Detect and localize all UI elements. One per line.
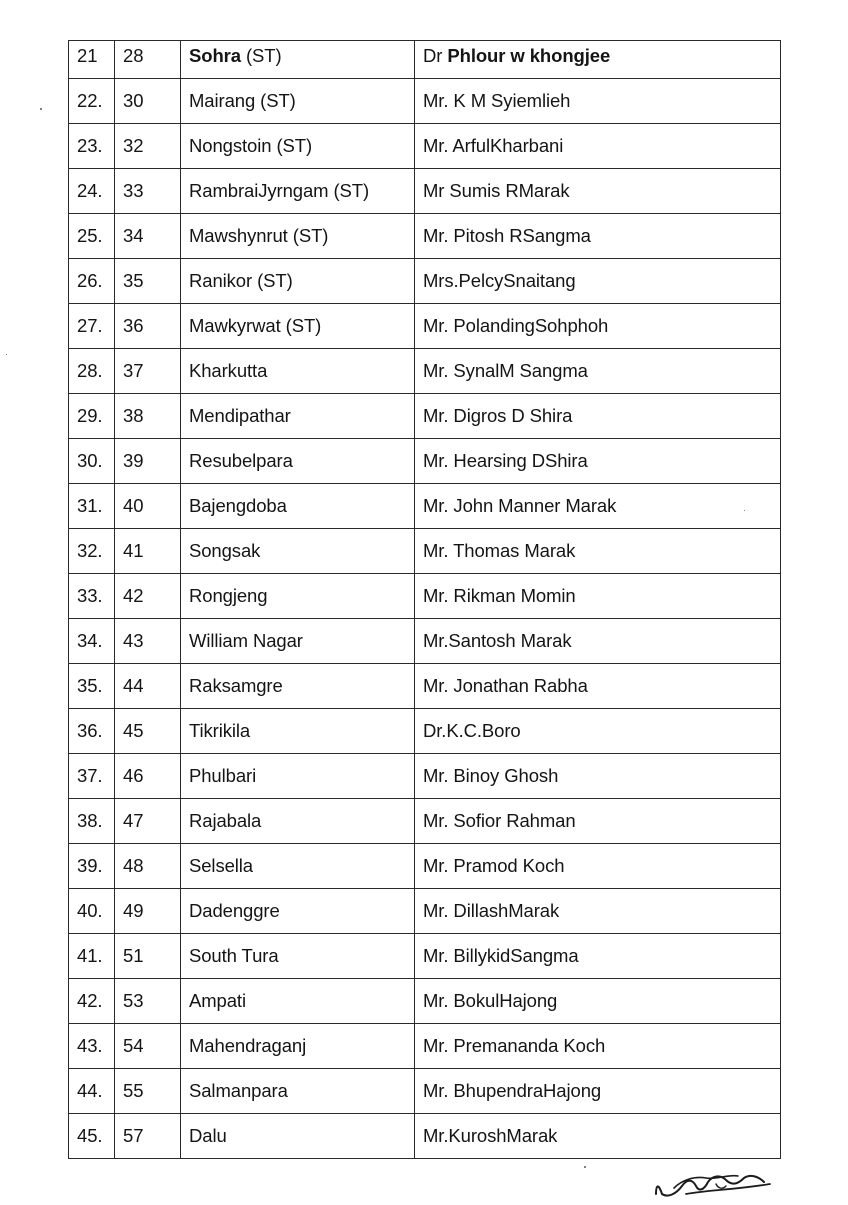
constituency-number-cell: 39 (115, 439, 181, 484)
constituency-cell: Phulbari (181, 754, 415, 799)
constituency-cell: Rongjeng (181, 574, 415, 619)
constituency-number-cell: 45 (115, 709, 181, 754)
candidate-cell: Mr. BokulHajong (415, 979, 781, 1024)
constituency-cell: William Nagar (181, 619, 415, 664)
serial-number-cell: 28. (69, 349, 115, 394)
candidate-cell: Mr. K M Syiemlieh (415, 79, 781, 124)
table-row (69, 1024, 781, 1069)
candidate-cell: Mr. ArfulKharbani (415, 124, 781, 169)
serial-number-cell: 40. (69, 889, 115, 934)
candidate-cell (415, 41, 781, 79)
candidate-cell: Mr. Sofior Rahman (415, 799, 781, 844)
constituency-cell: Ranikor (ST) (181, 259, 415, 304)
serial-number-cell: 36. (69, 709, 115, 754)
candidate-cell: Mr. Rikman Momin (415, 574, 781, 619)
serial-number-cell: 41. (69, 934, 115, 979)
constituency-cell: Selsella (181, 844, 415, 889)
constituency-number-cell: 49 (115, 889, 181, 934)
constituency-cell: Rajabala (181, 799, 415, 844)
serial-number-cell: 44. (69, 1069, 115, 1114)
table-row (69, 934, 781, 979)
table-row (69, 349, 781, 394)
constituency-number-cell: 43 (115, 619, 181, 664)
constituency-cell: Bajengdoba (181, 484, 415, 529)
table-row (69, 529, 781, 574)
serial-number-cell: 31. (69, 484, 115, 529)
candidate-cell: Mr. SynalM Sangma (415, 349, 781, 394)
scan-speck (6, 354, 7, 355)
candidate-name: Phlour w khongjee (447, 45, 611, 66)
constituency-cell: Ampati (181, 979, 415, 1024)
constituency-number-cell: 38 (115, 394, 181, 439)
serial-number-cell: 45. (69, 1114, 115, 1159)
constituency-cell: RambraiJyrngam (ST) (181, 169, 415, 214)
table-row (69, 844, 781, 889)
candidate-cell: Mr.Santosh Marak (415, 619, 781, 664)
constituency-cell: Tikrikila (181, 709, 415, 754)
table-row (69, 214, 781, 259)
constituency-number-cell: 32 (115, 124, 181, 169)
serial-number-cell: 21 (69, 41, 115, 79)
serial-number-cell: 23. (69, 124, 115, 169)
constituency-number-cell: 28 (115, 41, 181, 79)
serial-number-cell: 27. (69, 304, 115, 349)
candidate-cell: Mr. Thomas Marak (415, 529, 781, 574)
table-row (69, 709, 781, 754)
table-row (69, 124, 781, 169)
scan-speck (40, 108, 42, 110)
table-row (69, 1114, 781, 1159)
constituency-cell: Dalu (181, 1114, 415, 1159)
constituency-number-cell: 54 (115, 1024, 181, 1069)
candidate-cell: Mrs.PelcySnaitang (415, 259, 781, 304)
constituency-cell: Nongstoin (ST) (181, 124, 415, 169)
constituency-cell: Salmanpara (181, 1069, 415, 1114)
table-row (69, 41, 781, 79)
candidate-cell: Mr. Pramod Koch (415, 844, 781, 889)
table-row (69, 484, 781, 529)
constituency-cell: Mawshynrut (ST) (181, 214, 415, 259)
constituency-cell: Mendipathar (181, 394, 415, 439)
serial-number-cell: 22. (69, 79, 115, 124)
candidate-cell: Mr. PolandingSohphoh (415, 304, 781, 349)
table-row (69, 619, 781, 664)
constituency-number-cell: 47 (115, 799, 181, 844)
serial-number-cell: 42. (69, 979, 115, 1024)
handwritten-signature-icon (646, 1164, 776, 1200)
candidate-list-sheet (68, 40, 780, 1159)
table-row (69, 664, 781, 709)
serial-number-cell: 26. (69, 259, 115, 304)
constituency-number-cell: 36 (115, 304, 181, 349)
candidate-cell: Mr. Pitosh RSangma (415, 214, 781, 259)
constituency-suffix: (ST) (240, 45, 282, 66)
serial-number-cell: 30. (69, 439, 115, 484)
constituency-name: Sohra (189, 45, 241, 66)
serial-number-cell: 38. (69, 799, 115, 844)
serial-number-cell: 34. (69, 619, 115, 664)
table-row (69, 1069, 781, 1114)
constituency-cell: Mairang (ST) (181, 79, 415, 124)
constituency-number-cell: 51 (115, 934, 181, 979)
table-row (69, 394, 781, 439)
constituency-number-cell: 44 (115, 664, 181, 709)
serial-number-cell: 37. (69, 754, 115, 799)
serial-number-cell: 24. (69, 169, 115, 214)
candidate-cell: Dr.K.C.Boro (415, 709, 781, 754)
constituency-number-cell: 30 (115, 79, 181, 124)
table-row (69, 259, 781, 304)
scan-speck (584, 1166, 586, 1168)
constituency-cell: Mahendraganj (181, 1024, 415, 1069)
constituency-number-cell: 37 (115, 349, 181, 394)
candidate-cell: Mr. Binoy Ghosh (415, 754, 781, 799)
constituency-number-cell: 34 (115, 214, 181, 259)
table-row (69, 304, 781, 349)
constituency-number-cell: 55 (115, 1069, 181, 1114)
table-row (69, 889, 781, 934)
serial-number-cell: 33. (69, 574, 115, 619)
constituency-cell: Mawkyrwat (ST) (181, 304, 415, 349)
constituency-cell: Dadenggre (181, 889, 415, 934)
candidate-prefix: Dr (423, 45, 448, 66)
constituency-number-cell: 53 (115, 979, 181, 1024)
constituency-cell: South Tura (181, 934, 415, 979)
serial-number-cell: 35. (69, 664, 115, 709)
constituency-number-cell: 42 (115, 574, 181, 619)
table-row (69, 439, 781, 484)
serial-number-cell: 25. (69, 214, 115, 259)
candidate-cell: Mr. BillykidSangma (415, 934, 781, 979)
constituency-cell (181, 41, 415, 79)
constituency-number-cell: 33 (115, 169, 181, 214)
constituency-number-cell: 57 (115, 1114, 181, 1159)
table-row (69, 799, 781, 844)
constituency-number-cell: 35 (115, 259, 181, 304)
constituency-number-cell: 41 (115, 529, 181, 574)
constituency-number-cell: 48 (115, 844, 181, 889)
table-row (69, 79, 781, 124)
constituency-number-cell: 46 (115, 754, 181, 799)
candidate-cell: Mr. Jonathan Rabha (415, 664, 781, 709)
table-row (69, 754, 781, 799)
candidate-cell: Mr. Digros D Shira (415, 394, 781, 439)
constituency-cell: Resubelpara (181, 439, 415, 484)
scan-speck (744, 510, 745, 511)
table-row (69, 169, 781, 214)
candidate-cell: Mr.KuroshMarak (415, 1114, 781, 1159)
serial-number-cell: 39. (69, 844, 115, 889)
candidate-cell: Mr. BhupendraHajong (415, 1069, 781, 1114)
constituency-cell: Kharkutta (181, 349, 415, 394)
table-row (69, 574, 781, 619)
table-row (69, 979, 781, 1024)
constituency-number-cell: 40 (115, 484, 181, 529)
serial-number-cell: 43. (69, 1024, 115, 1069)
serial-number-cell: 32. (69, 529, 115, 574)
constituency-cell: Songsak (181, 529, 415, 574)
candidate-cell: Mr. DillashMarak (415, 889, 781, 934)
candidate-cell: Mr. Premananda Koch (415, 1024, 781, 1069)
candidate-table (68, 40, 781, 1159)
candidate-cell: Mr. John Manner Marak (415, 484, 781, 529)
candidate-cell: Mr Sumis RMarak (415, 169, 781, 214)
constituency-cell: Raksamgre (181, 664, 415, 709)
candidate-cell: Mr. Hearsing DShira (415, 439, 781, 484)
serial-number-cell: 29. (69, 394, 115, 439)
